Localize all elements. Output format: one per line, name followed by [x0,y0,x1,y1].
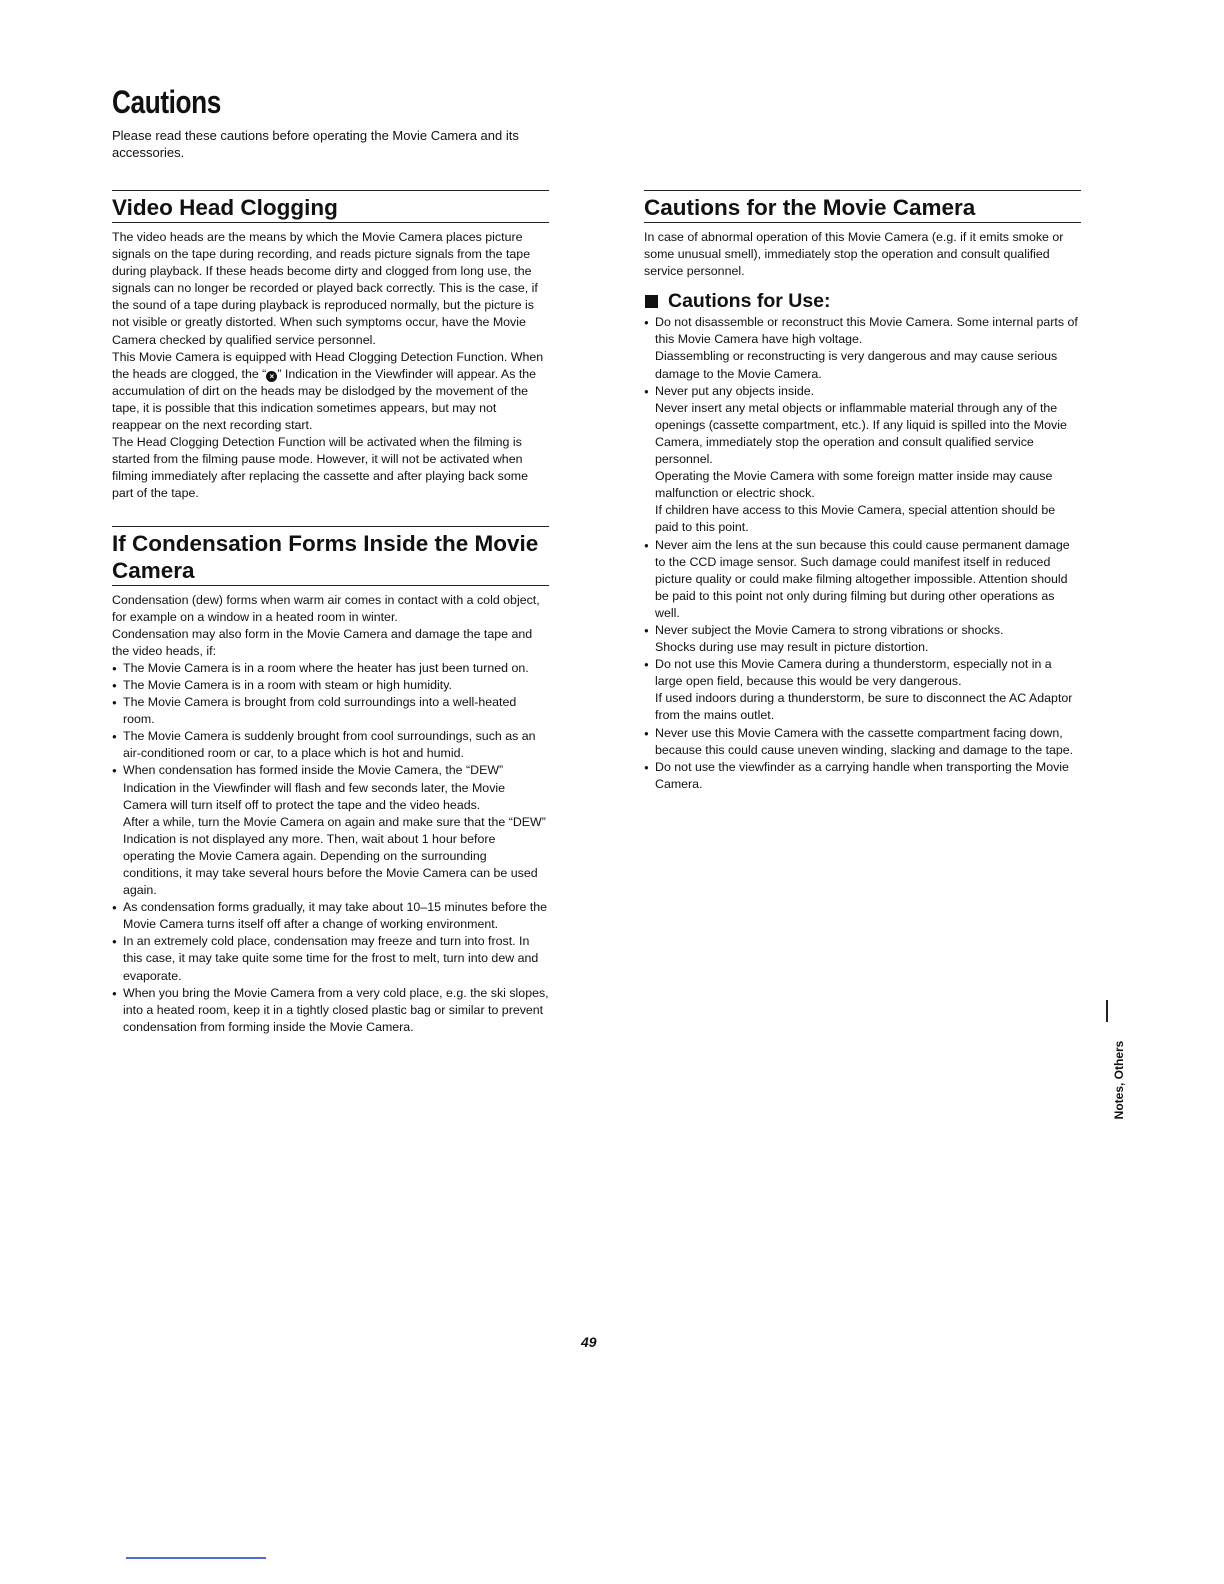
list-item-subtext: Diassembling or reconstructing is very dangerous and may cause serious damage to the Movie Camera. [655,349,1058,381]
list-item-subtext: If used indoors during a thunderstorm, be sure to disconnect the AC Adaptor from the mains outlet. [655,691,1073,723]
cautions-list [644,314,1081,793]
list-item: ● Never use this Movie Camera with the cassette compartment facing down, because this could cause uneven winding, slacking and damage to the tape. [644,725,1081,759]
list-item: ● In an extremely cold place, condensation may freeze and turn into frost. In this case, it may take quite some time for the frost to melt, turn into dew and evaporate. [112,933,549,984]
video-head-clogging-heading: Video Head Clogging [112,190,549,223]
side-tab-divider [1106,1000,1108,1022]
cautions-for-use-heading [644,290,1081,312]
list-item [644,383,1081,537]
left-column [112,190,549,1036]
list-item-text: ● Do not use this Movie Camera during a thunderstorm, especially not in a large open field, because this would be very dangerous. [655,657,1052,689]
square-bullet-icon [645,295,658,308]
cautions-movie-camera-body [644,229,1081,793]
list-item-subtext: After a while, turn the Movie Camera on again and make sure that the “DEW” Indication is not displayed any more. Then, wait about 1 hour before operating the Movie Camera again. Depending on the surrounding conditions, it may take several hours before the Movie Camera can be used again. [123,814,546,898]
list-item: ● The Movie Camera is in a room where the heater has just been turned on. [112,660,549,677]
list-item: ● Never aim the lens at the sun because this could cause permanent damage to the CCD image sensor. Such damage could manifest itself in reduced picture quality or could make filming altogether impossible. Attention should be paid to this point not only during filming but during other operations as well. [644,537,1081,622]
list-item: ● The Movie Camera is brought from cold surroundings into a well-heated room. [112,694,549,728]
intro-text: Please read these cautions before operating the Movie Camera and its accessories. [112,128,519,160]
head-clog-p2-end: ” Indication in the Viewfinder will appear. As the accumulation of dirt on the heads may be dislodged by the movement of the tape, it is possible that this indication sometimes appears, but may not reappear on the next recording start. [112,366,537,433]
list-item: ● The Movie Camera is in a room with steam or high humidity. [112,677,549,694]
list-item [644,656,1081,724]
condensation-heading: If Condensation Forms Inside the Movie Camera [112,526,549,586]
list-item-text: ● Never subject the Movie Camera to strong vibrations or shocks. [655,622,1004,637]
condensation-body [112,592,549,1036]
list-item-subtext: If children have access to this Movie Camera, special attention should be paid to this point. [655,503,1056,535]
list-item: ● The Movie Camera is suddenly brought from cool surroundings, such as an air-conditioned room or car, to a place which is hot and humid. [112,728,549,762]
condensation-paragraph-1: Condensation (dew) forms when warm air comes in contact with a cold object, for example on a window in a heated room in winter. [112,592,540,624]
list-item-text: ● Do not disassemble or reconstruct this Movie Camera. Some internal parts of this Movie Camera have high voltage. [655,315,1078,347]
list-item [644,622,1081,656]
list-item: ● As condensation forms gradually, it may take about 10–15 minutes before the Movie Camera turns itself off after a change of working environment. [112,899,549,933]
list-item-subtext: Never insert any metal objects or inflammable material through any of the openings (cassette compartment, etc.). If any liquid is spilled into the Movie Camera, immediately stop the operation and consult qualified service personnel. [655,400,1067,467]
cautions-movie-camera-heading: Cautions for the Movie Camera [644,190,1081,223]
head-clog-paragraph-3: The Head Clogging Detection Function will be activated when the filming is started from the filming pause mode. However, it will not be activated when filming immediately after replacing the cassette and after playing back some part of the tape. [112,435,528,501]
condensation-paragraph-2: Condensation may also form in the Movie Camera and damage the tape and the video heads, if: [112,626,533,658]
head-clog-p2-start: This Movie Camera is equipped with Head Clogging Detection Function. When the heads are clogged, the “ [112,349,544,381]
list-item: ● Do not use the viewfinder as a carrying handle when transporting the Movie Camera. [644,759,1081,793]
head-clog-paragraph-2 [112,349,549,434]
page-title: Cautions [112,84,221,120]
cautions-paragraph-1: In case of abnormal operation of this Movie Camera (e.g. if it emits smoke or some unusual smell), immediately stop the operation and consult qualified service personnel. [644,230,1064,279]
head-clog-icon: × [266,371,277,382]
section-spacer [112,503,549,526]
list-item-subtext: Operating the Movie Camera with some foreign matter inside may cause malfunction or electric shock. [655,469,1053,501]
head-clog-paragraph-1: The video heads are the means by which the Movie Camera places picture signals on the tape during recording, and reads picture signals from the tape during playback. If these heads become dirty and clogged from long use, the signals can no longer be recorded or played back correctly. This is the case, if the sound of a tape during playback is reproduced normally, but the picture is not visible or greatly distorted. When such symptoms occur, have the Movie Camera checked by qualified service personnel. [112,230,538,347]
list-item-text: ● Never put any objects inside. [655,383,815,398]
cautions-for-use-label: Cautions for Use: [668,290,831,313]
video-head-clogging-body [112,229,549,503]
list-item-text: ● When condensation has formed inside the Movie Camera, the “DEW” Indication in the Viewfinder will flash and few seconds later, the Movie Camera will turn itself off to protect the tape and the video heads. [123,763,506,812]
list-item [644,314,1081,382]
page-number: 49 [581,1334,597,1350]
side-tab [1104,1030,1134,1130]
side-tab-label: Notes, Others [1112,1040,1126,1120]
list-item [112,762,549,899]
footer-rule [126,1557,266,1559]
list-item: ● When you bring the Movie Camera from a very cold place, e.g. the ski slopes, into a heated room, keep it in a tightly closed plastic bag or similar to prevent condensation from forming inside the Movie Camera. [112,985,549,1036]
right-column [644,190,1081,793]
list-item-subtext: Shocks during use may result in picture distortion. [655,640,929,655]
condensation-list [112,660,549,1036]
